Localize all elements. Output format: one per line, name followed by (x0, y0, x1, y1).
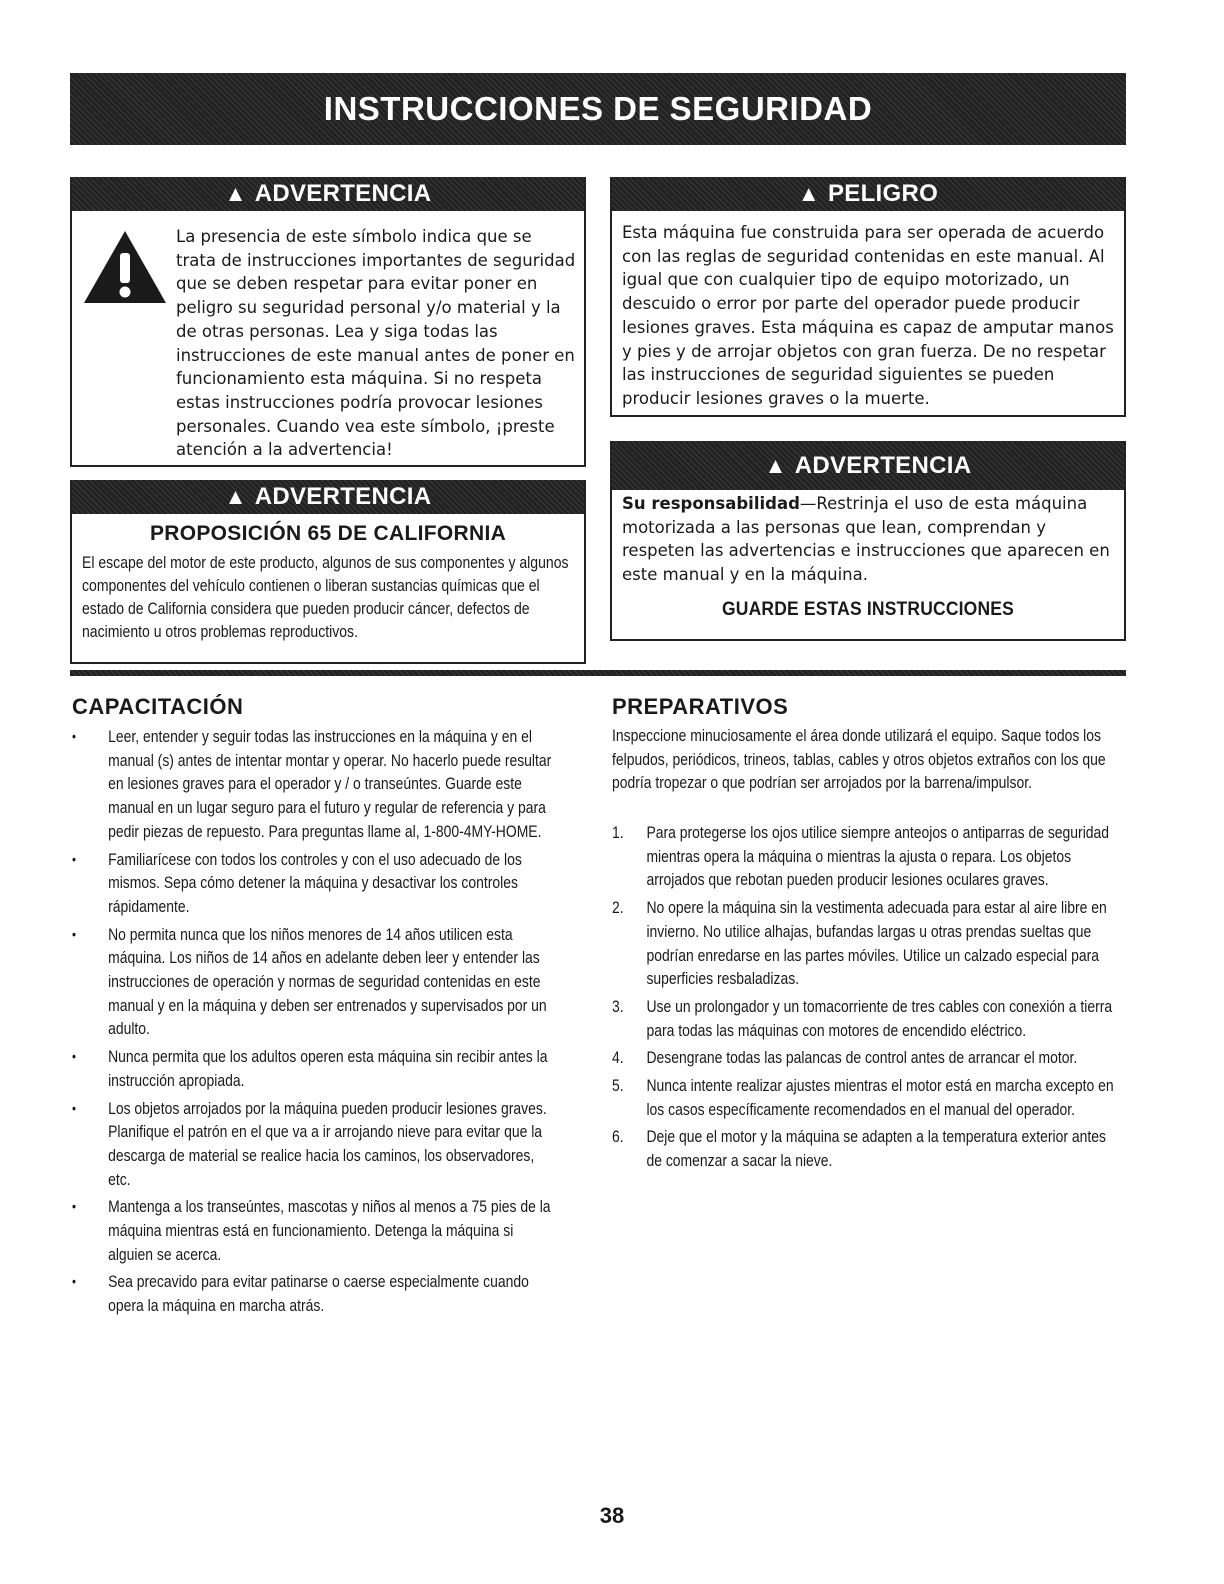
list-item: • Sea precavido para evitar patinarse o caerse especialmente cuando opera la máquina en marcha atrás. (72, 1270, 556, 1317)
list-item (612, 1125, 1115, 1172)
list-item (612, 995, 1115, 1042)
warning-text: La presencia de este símbolo indica que se trata de instrucciones importantes de seguridad que se deben respetar para evitar poner en peligro su seguridad personal y/o material y la de otras personas. Lea y siga todas las instrucciones de este manual antes de poner en funcionamiento esta máquina. Si no respeta estas instrucciones podría provocar lesiones personales. Cuando vea este símbolo, ¡preste atención a la advertencia! (176, 227, 576, 460)
capacitacion-list (72, 725, 556, 1322)
list-text: Para protegerse los ojos utilice siempre anteojos o antiparras de seguridad mientras opera la máquina o mientras la ajusta o repara. Los objetos arrojados que rebotan pueden producir lesiones oculares graves. (646, 823, 1110, 890)
capacitacion-heading: CAPACITACIÓN (72, 694, 244, 719)
warning-title: ADVERTENCIA (254, 180, 432, 207)
list-item: • Familiarícese con todos los controles y con el uso adecuado de los mismos. Sepa cómo detener la máquina y desactivar los controles rápidamente. (72, 848, 556, 919)
responsibility-lead: Su responsabilidad (622, 494, 800, 513)
preparativos-list (612, 821, 1115, 1177)
prop65-warning-bar (72, 480, 584, 514)
list-item: • Leer, entender y seguir todas las instrucciones en la máquina y en el manual (s) antes de intentar montar y operar. No hacerlo puede resultar en lesiones graves para el operador y / o transeúntes. Guarde este manual en un lugar seguro para el futuro y regular de referencia y para pedir piezas de repuesto. Para preguntas llame al, 1-800-4MY-HOME. (72, 725, 556, 844)
list-item (612, 1074, 1115, 1121)
danger-bar (612, 177, 1124, 211)
prop65-box (70, 480, 586, 664)
danger-text: Esta máquina fue construida para ser operada de acuerdo con las reglas de seguridad contenidas en este manual. Al igual que con cualquier tipo de equipo motorizado, un descuido o error por parte del operador puede producir lesiones graves. Esta máquina es capaz de amputar manos y pies y de arrojar objetos con gran fuerza. De no respetar las instrucciones de seguridad siguientes se pueden producir lesiones graves o la muerte. (622, 223, 1114, 408)
list-number: 4. (612, 1048, 624, 1068)
preparativos-intro: Inspeccione minuciosamente el área donde utilizará el equipo. Saque todos los felpudos, periódicos, trineos, tablas, cables y otros objetos extraños con los que podría tropezar o que podrían ser arrojados por la barrena/impulsor. (612, 726, 1106, 793)
section-divider (70, 670, 1126, 676)
responsibility-body: —Restrinja el uso de esta máquina motorizada a las personas que lean, comprendan y respeten las advertencias e instrucciones que aparecen en este manual y en la máquina. (622, 494, 1110, 585)
list-text: Desengrane todas las palancas de control antes de arrancar el motor. (646, 1048, 1078, 1068)
list-text: Deje que el motor y la máquina se adapten a la temperatura exterior antes de comenzar a sacar la nieve. (646, 1127, 1106, 1171)
page-number: 38 (599, 1503, 625, 1528)
list-number: 2. (612, 898, 624, 918)
warning-triangle-icon: ▲ (224, 181, 247, 206)
warning-triangle-icon: ▲ (797, 181, 820, 206)
list-item (612, 1046, 1115, 1070)
list-item (612, 821, 1115, 892)
warning-symbol-box (70, 177, 586, 467)
warning-bar (72, 177, 584, 211)
warning-triangle-icon: ▲ (764, 452, 787, 478)
list-number: 1. (612, 823, 624, 842)
list-number: 5. (612, 1076, 624, 1096)
list-number: 6. (612, 1127, 624, 1147)
prop65-warning-title: ADVERTENCIA (254, 483, 432, 510)
list-item: • Nunca permita que los adultos operen esta máquina sin recibir antes la instrucción apropiada. (72, 1045, 556, 1092)
page-title: INSTRUCCIONES DE SEGURIDAD (323, 90, 873, 127)
safety-alert-icon (82, 229, 168, 305)
prop65-text: El escape del motor de este producto, algunos de sus componentes y algunos componentes del vehículo contienen o liberan sustancias químicas que el estado de California considera que pueden producir cáncer, defectos de nacimiento u otros problemas reproductivos. (82, 554, 569, 641)
warning-triangle-icon: ▲ (224, 484, 247, 509)
page-title-banner (70, 73, 1126, 145)
save-instructions-heading: GUARDE ESTAS INSTRUCCIONES (722, 598, 1014, 620)
responsibility-text (622, 492, 1122, 587)
list-number: 3. (612, 996, 624, 1016)
list-item: • Los objetos arrojados por la máquina pueden producir lesiones graves. Planifique el patrón en el que va a ir arrojando nieve para evitar que la descarga de material se realice hacia los caminos, los observadores, etc. (72, 1097, 556, 1192)
prop65-heading: PROPOSICIÓN 65 DE CALIFORNIA (149, 522, 507, 545)
danger-title: PELIGRO (827, 180, 939, 207)
list-text: Use un prolongador y un tomacorriente de tres cables con conexión a tierra para todas las máquinas con motores de encendido eléctrico. (646, 996, 1113, 1040)
list-item: • No permita nunca que los niños menores de 14 años utilicen esta máquina. Los niños de 14 años en adelante deben leer y entender las instrucciones de operación y normas de seguridad contenidas en este manual y en la máquina y deben ser entrenados y supervisados por un adulto. (72, 923, 556, 1042)
responsibility-box (610, 441, 1126, 641)
preparativos-heading: PREPARATIVOS (612, 694, 789, 719)
responsibility-warning-bar (612, 441, 1124, 490)
list-item: • Mantenga a los transeúntes, mascotas y niños al menos a 75 pies de la máquina mientras está en funcionamiento. Detenga la máquina si alguien se acerca. (72, 1195, 556, 1266)
danger-box (610, 177, 1126, 417)
list-text: Nunca intente realizar ajustes mientras el motor está en marcha excepto en los casos específicamente recomendados en el manual del operador. (646, 1076, 1114, 1119)
list-item (612, 896, 1115, 991)
responsibility-warning-title: ADVERTENCIA (794, 451, 972, 479)
list-text: No opere la máquina sin la vestimenta adecuada para estar al aire libre en invierno. No utilice alhajas, bufandas largas u otras prendas sueltas que podrían enredarse en las partes móviles. Utilice un calzado especial para superficies resbaladizas. (646, 898, 1107, 989)
